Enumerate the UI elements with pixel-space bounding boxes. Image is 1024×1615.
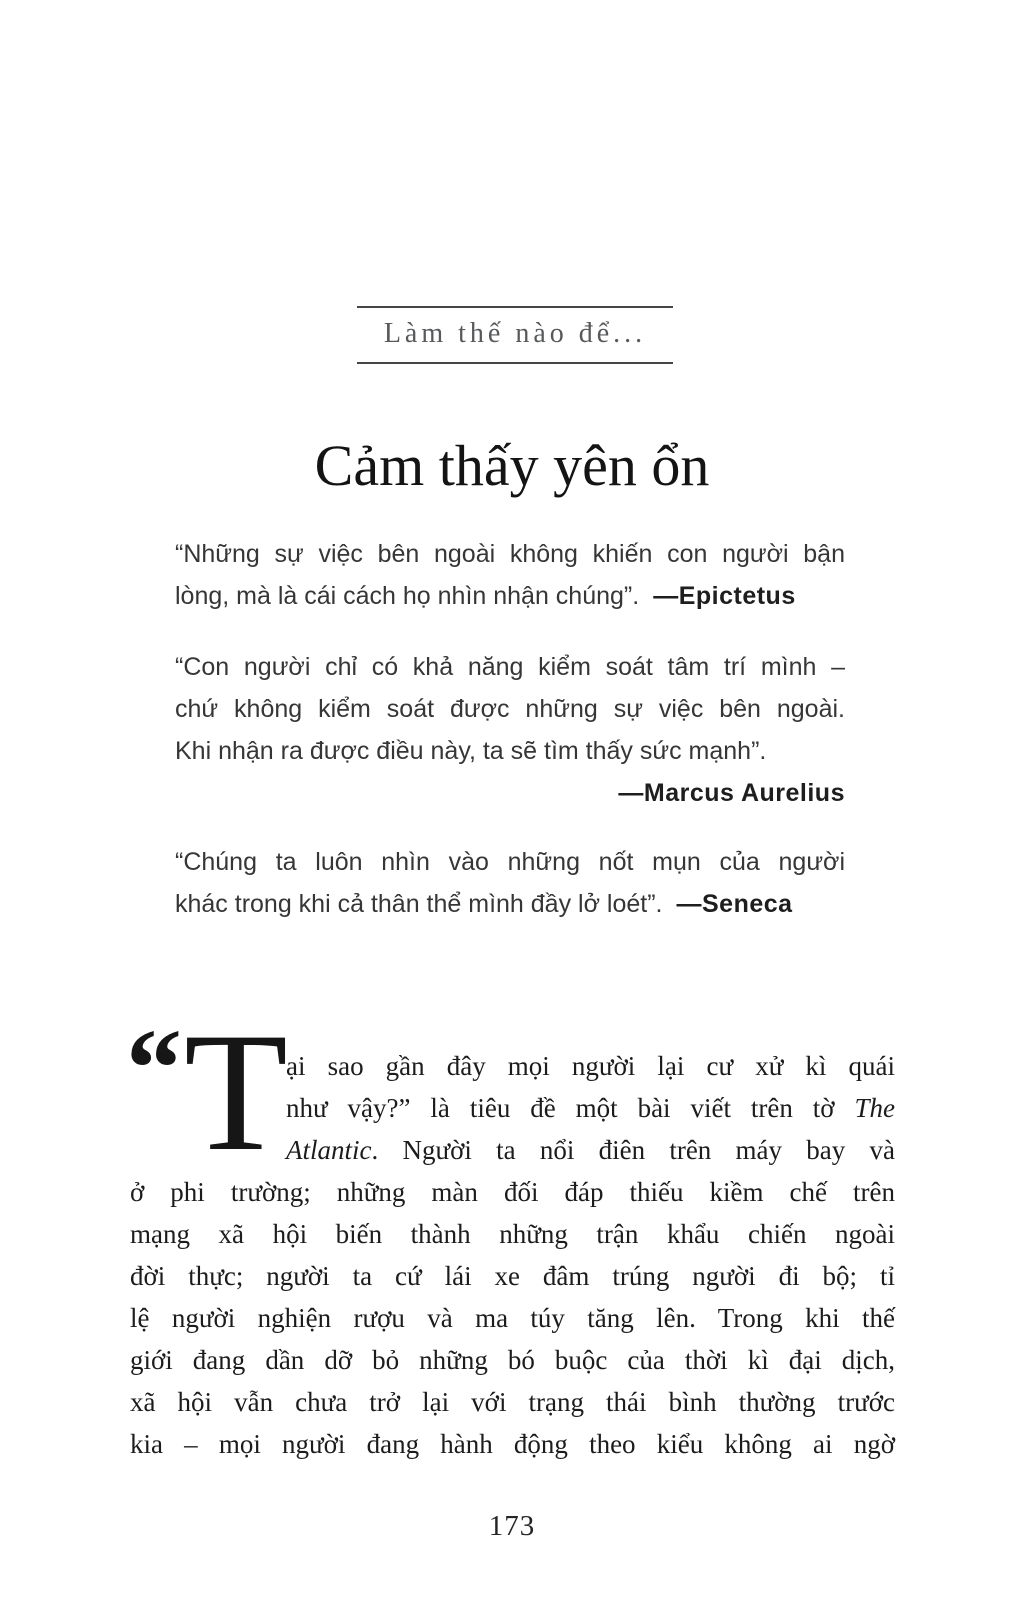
chapter-title: Cảm thấy yên ổn: [314, 432, 710, 498]
kicker-text: Làm thế nào để...: [383, 318, 647, 349]
page-number: 173: [488, 1510, 536, 1542]
body-line: [130, 1255, 895, 1297]
body-text: như vậy?” là tiêu đề một bài viết trên tờ: [286, 1093, 855, 1123]
body-text: mạng xã hội biến thành những trận khẩu chiến ngoài: [130, 1219, 895, 1249]
epigraph-quote-marcus-aurelius: [175, 646, 845, 814]
body-line: [130, 1381, 895, 1423]
quote-text: “Con người chỉ có khả năng kiểm soát tâm trí mình –: [175, 653, 845, 681]
epigraph-quote-seneca: [175, 841, 845, 925]
body-line: [130, 1087, 895, 1129]
quote-attribution: —Seneca: [676, 890, 793, 918]
quote-line: [175, 841, 845, 883]
body-line: [130, 1045, 895, 1087]
body-text: giới đang dần dỡ bỏ những bó buộc của thời kì đại dịch,: [130, 1345, 895, 1375]
quote-text: “Chúng ta luôn nhìn vào những nốt mụn của người: [175, 848, 845, 876]
body-paragraph: [130, 1045, 895, 1465]
body-line: [130, 1171, 895, 1213]
body-text: . Người ta nổi điên trên máy bay và: [371, 1135, 895, 1165]
body-line: [130, 1339, 895, 1381]
quote-line: [175, 533, 845, 575]
body-text-italic: The: [854, 1093, 895, 1123]
quote-line: [175, 688, 845, 730]
body-line: [130, 1297, 895, 1339]
quote-text: “Những sự việc bên ngoài không khiến con người bận: [175, 540, 845, 568]
body-text: ại sao gần đây mọi người lại cư xử kì quái: [286, 1051, 895, 1081]
quote-attribution: —Epictetus: [653, 582, 796, 610]
body-text: đời thực; người ta cứ lái xe đâm trúng người đi bộ; tỉ: [130, 1261, 895, 1291]
epigraph-quote-epictetus: [175, 533, 845, 617]
body-text: xã hội vẫn chưa trở lại với trạng thái bình thường trước: [130, 1387, 895, 1417]
quote-text: Khi nhận ra được điều này, ta sẽ tìm thấy sức mạnh”.: [175, 737, 767, 765]
quote-line: [175, 575, 845, 617]
quote-line: [175, 646, 845, 688]
quote-attribution: —Marcus Aurelius: [618, 779, 845, 807]
kicker-box: [357, 306, 673, 364]
quote-text: lòng, mà là cái cách họ nhìn nhận chúng”.: [175, 582, 640, 610]
body-text: lệ người nghiện rượu và ma túy tăng lên. Trong khi thế: [130, 1303, 895, 1333]
quote-line: [175, 730, 845, 772]
body-line: [130, 1423, 895, 1465]
body-text: kia – mọi người đang hành động theo kiểu không ai ngờ: [130, 1429, 895, 1459]
quote-text: chứ không kiểm soát được những sự việc bên ngoài.: [175, 695, 845, 723]
opening-quote-mark: “: [126, 1007, 182, 1131]
body-text: ở phi trường; những màn đối đáp thiếu kiềm chế trên: [130, 1177, 895, 1207]
body-text-italic: Atlantic: [286, 1135, 372, 1165]
body-line: [130, 1213, 895, 1255]
quote-text: khác trong khi cả thân thể mình đầy lở loét”.: [175, 890, 663, 918]
drop-cap-letter: T: [184, 998, 288, 1186]
body-line: [130, 1129, 895, 1171]
quote-line: [175, 883, 845, 925]
